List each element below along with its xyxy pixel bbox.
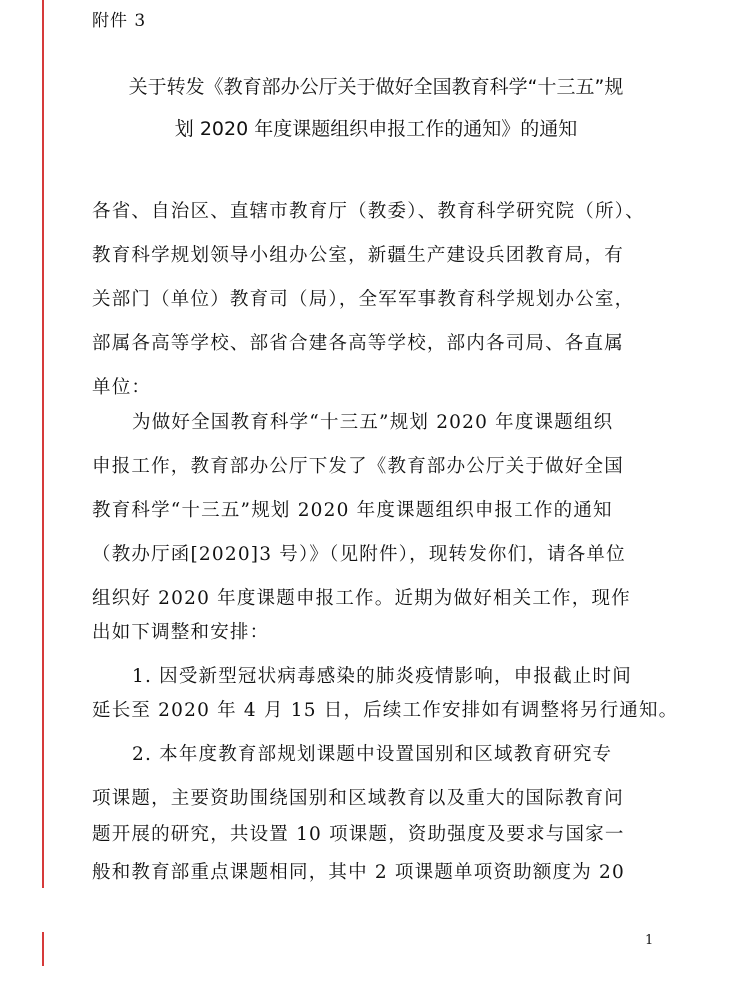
body-line: 般和教育部重点课题相同，其中 2 项课题单项资助额度为 20 xyxy=(92,862,625,883)
attachment-label: 附件 3 xyxy=(92,11,147,31)
margin-line-bottom xyxy=(42,932,44,966)
document-title-line-1: 关于转发《教育部办公厅关于做好全国教育科学“十三五”规 xyxy=(128,76,624,98)
body-line: 出如下调整和安排： xyxy=(92,622,270,643)
body-line: 延长至 2020 年 4 月 15 日，后续工作安排如有调整将另行通知。 xyxy=(92,700,679,721)
body-line: 2. 本年度教育部规划课题中设置国别和区域教育研究专 xyxy=(132,744,613,765)
body-line: （教办厅函[2020]3 号）》（见附件），现转发你们，请各单位 xyxy=(92,544,626,565)
body-line: 申报工作，教育部办公厅下发了《教育部办公厅关于做好全国 xyxy=(92,456,624,477)
body-line: 各省、自治区、直辖市教育厅（教委）、教育科学研究院（所）、 xyxy=(92,201,645,222)
body-line: 单位： xyxy=(92,377,152,398)
document-title-line-2: 划 2020 年度课题组织申报工作的通知》的通知 xyxy=(174,118,578,140)
body-line: 为做好全国教育科学“十三五”规划 2020 年度课题组织 xyxy=(132,412,614,433)
body-line: 1. 因受新型冠状病毒感染的肺炎疫情影响，申报截止时间 xyxy=(132,666,632,687)
body-line: 关部门（单位）教育司（局），全军军事教育科学规划办公室， xyxy=(92,289,635,310)
body-line: 组织好 2020 年度课题申报工作。近期为做好相关工作，现作 xyxy=(92,588,631,609)
margin-line-top xyxy=(42,0,44,888)
body-line: 题开展的研究，共设置 10 项课题，资助强度及要求与国家一 xyxy=(92,824,625,845)
body-line: 部属各高等学校、部省合建各高等学校，部内各司局、各直属 xyxy=(92,333,624,354)
page-number: 1 xyxy=(645,933,654,948)
body-line: 教育科学“十三五”规划 2020 年度课题组织申报工作的通知 xyxy=(92,500,613,521)
body-line: 教育科学规划领导小组办公室，新疆生产建设兵团教育局，有 xyxy=(92,245,624,266)
body-line: 项课题，主要资助围绕国别和区域教育以及重大的国际教育问 xyxy=(92,788,624,809)
